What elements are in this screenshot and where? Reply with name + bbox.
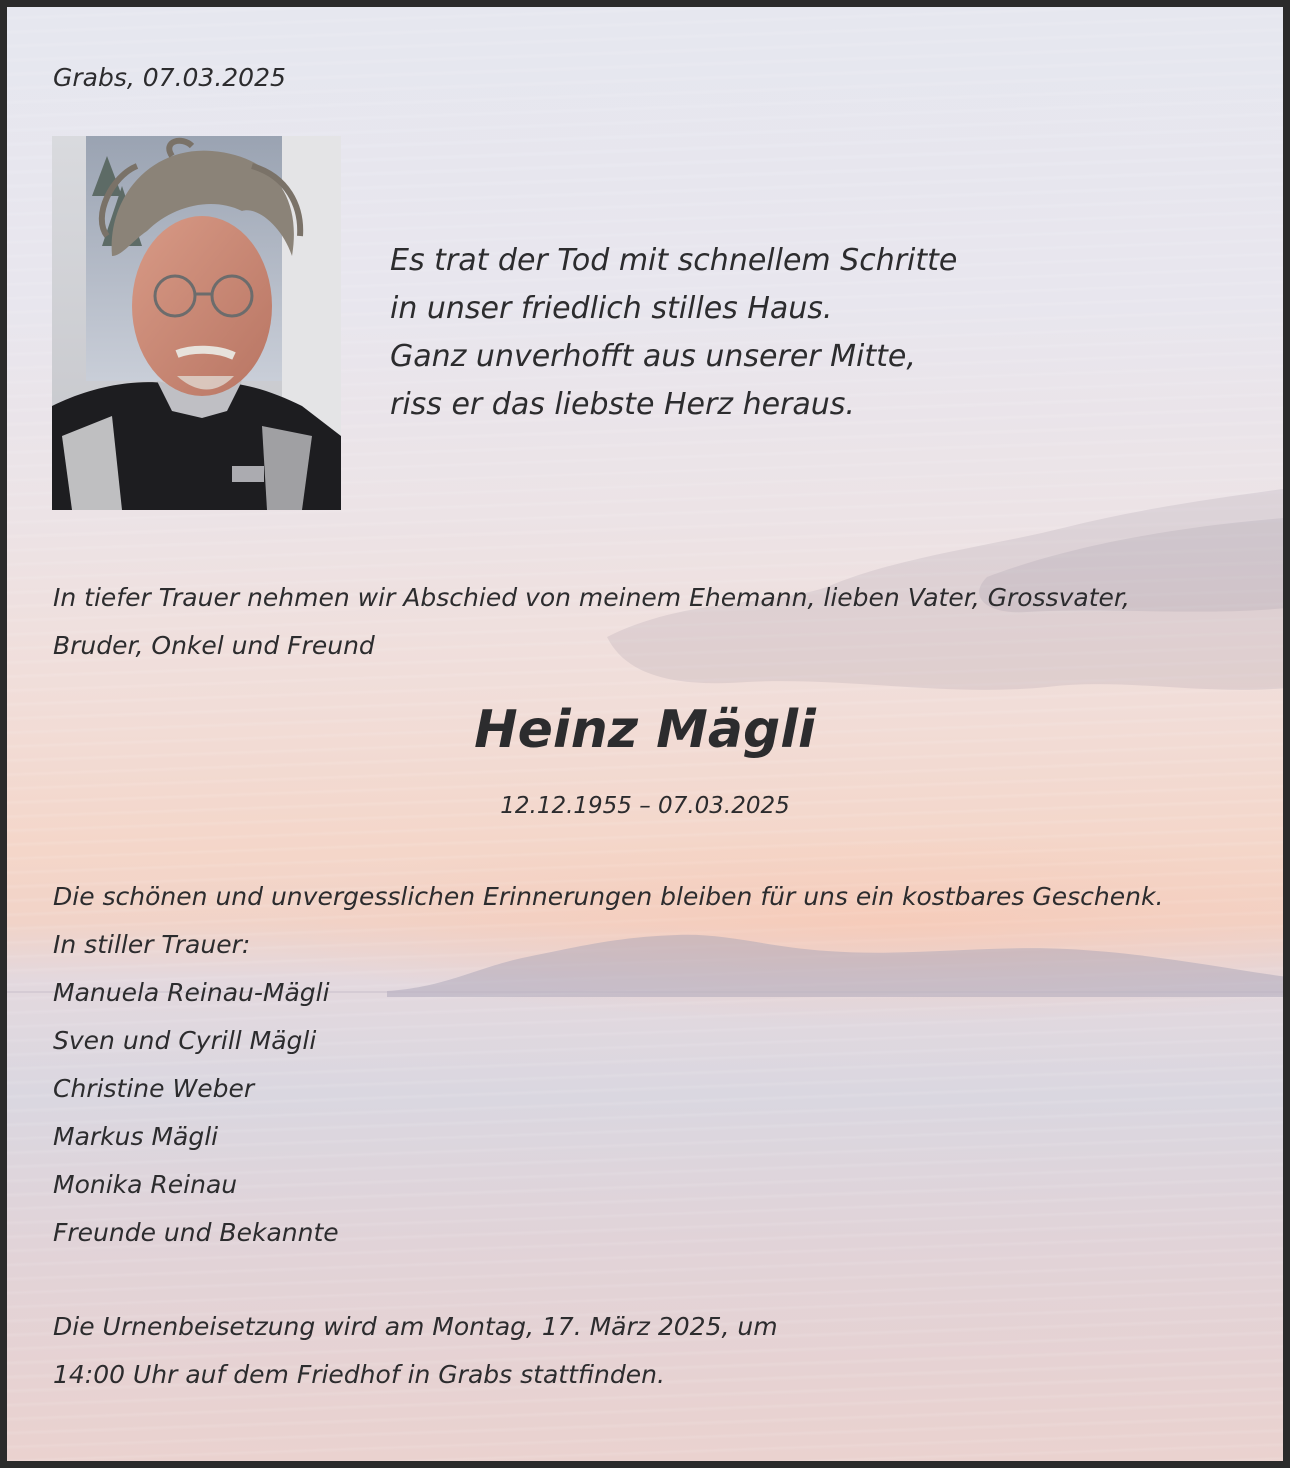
memories-and-mourners: [53, 873, 1163, 1257]
portrait-image: [52, 136, 341, 510]
life-dates: 12.12.1955 – 07.03.2025: [500, 793, 790, 819]
mourner-item: Freunde und Bekannte: [53, 1218, 339, 1247]
farewell-intro: [53, 574, 1130, 670]
mourner-item: Sven und Cyrill Mägli: [53, 1026, 317, 1055]
portrait-photo: [52, 136, 341, 510]
mourners-heading: In stiller Trauer:: [53, 930, 251, 959]
deceased-name: Heinz Mägli: [474, 700, 816, 760]
funeral-notice: [53, 1303, 778, 1399]
intro-line: In tiefer Trauer nehmen wir Abschied von meinem Ehemann, lieben Vater, Grossvater,: [53, 583, 1130, 612]
poem-line: in unser friedlich stilles Haus.: [390, 291, 833, 326]
poem-line: Es trat der Tod mit schnellem Schritte: [390, 243, 958, 278]
mourner-item: Manuela Reinau-Mägli: [53, 978, 330, 1007]
memorial-poem: [390, 237, 957, 429]
mourner-item: Markus Mägli: [53, 1122, 219, 1151]
memories-line: Die schönen und unvergesslichen Erinnerungen bleiben für uns ein kostbares Geschenk.: [53, 882, 1164, 911]
poem-line: riss er das liebste Herz heraus.: [390, 387, 855, 422]
funeral-line: 14:00 Uhr auf dem Friedhof in Grabs stattfinden.: [53, 1360, 665, 1389]
funeral-line: Die Urnenbeisetzung wird am Montag, 17. März 2025, um: [53, 1312, 778, 1341]
mourner-item: Christine Weber: [53, 1074, 255, 1103]
intro-line: Bruder, Onkel und Freund: [53, 631, 375, 660]
mourner-item: Monika Reinau: [53, 1170, 238, 1199]
poem-line: Ganz unverhofft aus unserer Mitte,: [390, 339, 916, 374]
place-date: Grabs, 07.03.2025: [53, 63, 286, 92]
